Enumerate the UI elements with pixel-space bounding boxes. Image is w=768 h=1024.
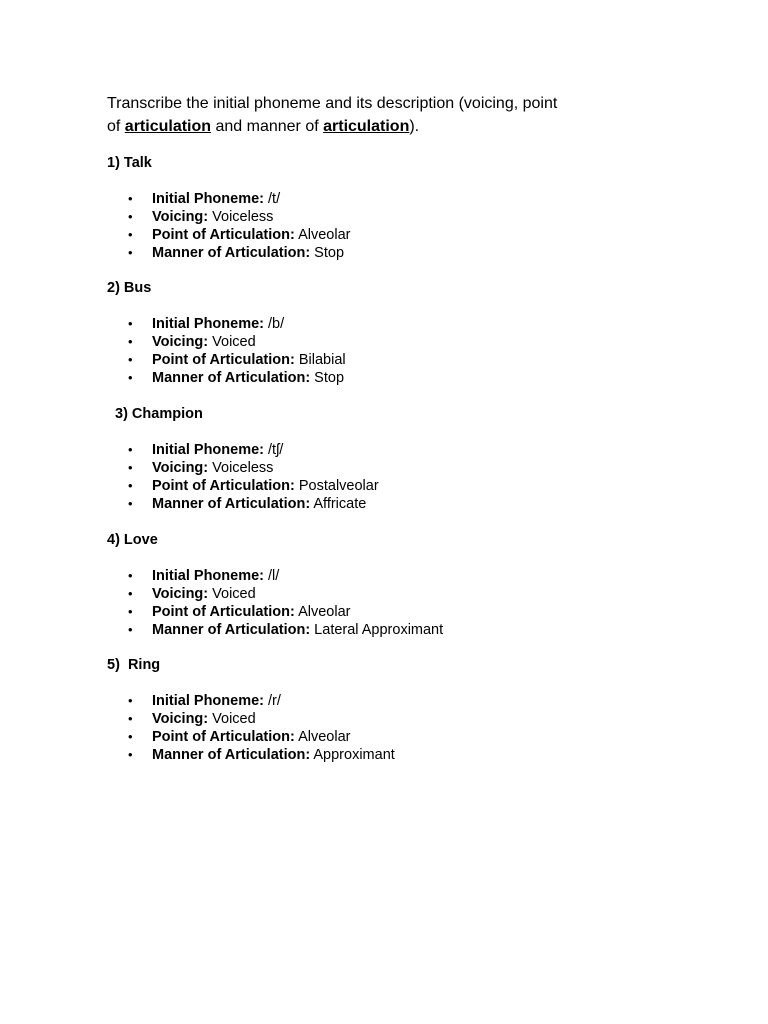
item-label: Initial Phoneme: — [152, 191, 264, 207]
bullet-icon: • — [128, 622, 133, 637]
list-item — [128, 244, 350, 262]
item-value: Voiceless — [208, 460, 274, 476]
instructions-emphasis-articulation-1: articulation — [124, 118, 212, 135]
bullet-icon: • — [128, 729, 133, 744]
list-item — [128, 333, 346, 351]
item-value: Approximant — [310, 747, 395, 763]
item-value: /r/ — [264, 693, 281, 709]
section-list-champion — [128, 441, 379, 513]
item-label: Point of Articulation: — [152, 227, 295, 243]
item-label: Voicing: — [152, 586, 209, 602]
item-label: Manner of Articulation: — [152, 622, 311, 638]
bullet-icon: • — [128, 460, 133, 475]
list-item — [128, 351, 346, 369]
item-label: Manner of Articulation: — [152, 496, 311, 512]
list-item — [128, 567, 443, 585]
item-value: Postalveolar — [294, 478, 379, 494]
item-label: Initial Phoneme: — [152, 693, 264, 709]
item-label: Manner of Articulation: — [152, 747, 311, 763]
item-value: Voiced — [208, 711, 256, 727]
bullet-icon: • — [128, 227, 133, 242]
item-label: Manner of Articulation: — [152, 245, 311, 261]
item-value: Stop — [310, 370, 345, 386]
bullet-icon: • — [128, 604, 133, 619]
list-item — [128, 621, 443, 639]
section-list-love — [128, 567, 443, 639]
instructions-text-and-manner-of: and manner of — [211, 118, 324, 135]
bullet-icon: • — [128, 568, 133, 583]
bullet-icon: • — [128, 316, 133, 331]
instructions-emphasis-articulation-2: articulation — [323, 118, 410, 135]
item-label: Voicing: — [152, 334, 209, 350]
list-item — [128, 441, 379, 459]
item-label: Initial Phoneme: — [152, 568, 264, 584]
bullet-icon: • — [128, 370, 133, 385]
bullet-icon: • — [128, 693, 133, 708]
item-value: /b/ — [264, 316, 285, 332]
section-list-talk — [128, 190, 350, 262]
list-item — [128, 710, 395, 728]
bullet-icon: • — [128, 209, 133, 224]
item-label: Point of Articulation: — [152, 604, 295, 620]
list-item — [128, 692, 395, 710]
item-label: Initial Phoneme: — [152, 442, 264, 458]
list-item — [128, 315, 346, 333]
section-list-bus — [128, 315, 346, 387]
list-item — [128, 585, 443, 603]
section-heading-ring: 5) Ring — [107, 657, 161, 673]
item-label: Point of Articulation: — [152, 478, 295, 494]
section-heading-love: 4) Love — [107, 532, 158, 548]
list-item — [128, 369, 346, 387]
item-value: /l/ — [264, 568, 280, 584]
item-value: Alveolar — [294, 729, 351, 745]
item-label: Initial Phoneme: — [152, 316, 264, 332]
item-value: Bilabial — [294, 352, 346, 368]
item-label: Voicing: — [152, 209, 209, 225]
bullet-icon: • — [128, 747, 133, 762]
section-heading-bus: 2) Bus — [107, 280, 152, 296]
item-value: Alveolar — [294, 227, 351, 243]
item-label: Manner of Articulation: — [152, 370, 311, 386]
list-item — [128, 728, 395, 746]
list-item — [128, 226, 350, 244]
item-value: Voiced — [208, 586, 256, 602]
instructions-paragraph — [107, 92, 627, 138]
bullet-icon: • — [128, 442, 133, 457]
bullet-icon: • — [128, 334, 133, 349]
item-label: Voicing: — [152, 711, 209, 727]
item-value: Stop — [310, 245, 345, 261]
item-label: Point of Articulation: — [152, 729, 295, 745]
item-value: Lateral Approximant — [310, 622, 444, 638]
bullet-icon: • — [128, 478, 133, 493]
instructions-text-of: of — [107, 118, 125, 135]
instructions-line-1: Transcribe the initial phoneme and its description (voicing, point — [107, 95, 558, 112]
item-label: Point of Articulation: — [152, 352, 295, 368]
bullet-icon: • — [128, 711, 133, 726]
list-item — [128, 459, 379, 477]
list-item — [128, 208, 350, 226]
item-value: /tʃ/ — [264, 442, 284, 458]
item-value: /t/ — [264, 191, 281, 207]
bullet-icon: • — [128, 586, 133, 601]
item-value: Voiceless — [208, 209, 274, 225]
section-list-ring — [128, 692, 395, 764]
instructions-text-end: ). — [409, 118, 420, 135]
bullet-icon: • — [128, 191, 133, 206]
list-item — [128, 190, 350, 208]
bullet-icon: • — [128, 245, 133, 260]
item-value: Alveolar — [294, 604, 351, 620]
item-value: Voiced — [208, 334, 256, 350]
list-item — [128, 603, 443, 621]
bullet-icon: • — [128, 496, 133, 511]
bullet-icon: • — [128, 352, 133, 367]
list-item — [128, 746, 395, 764]
item-label: Voicing: — [152, 460, 209, 476]
section-heading-champion: 3) Champion — [115, 406, 203, 422]
list-item — [128, 495, 379, 513]
section-heading-talk: 1) Talk — [107, 155, 152, 171]
list-item — [128, 477, 379, 495]
item-value: Affricate — [310, 496, 367, 512]
